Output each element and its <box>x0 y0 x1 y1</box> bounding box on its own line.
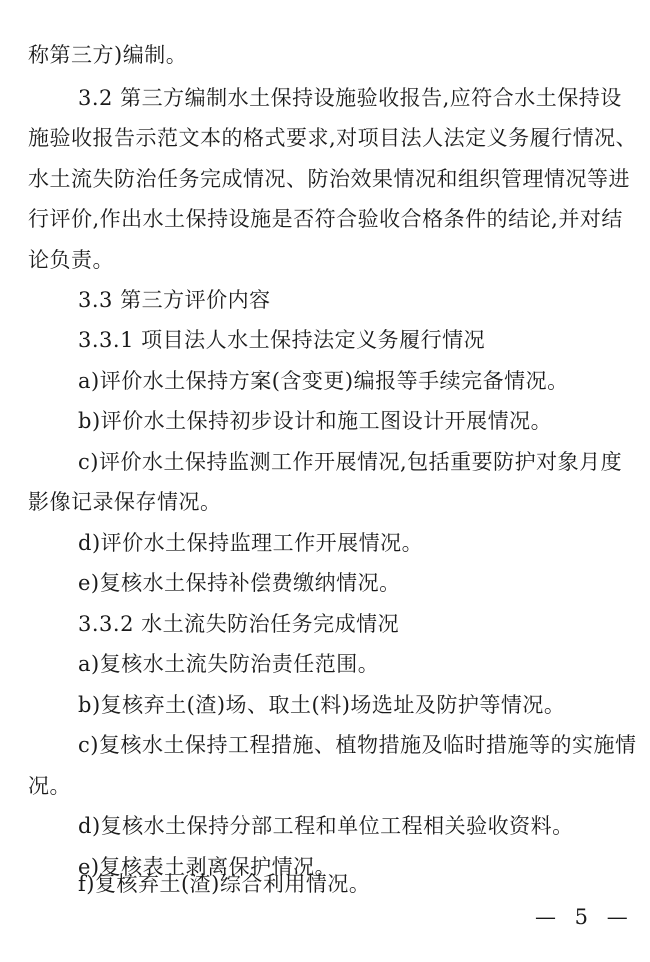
list-item-d: d)复核水土保持分部工程和单位工程相关验收资料。 <box>78 814 574 838</box>
page-number: — 5 — <box>535 905 634 929</box>
list-item-b: b)评价水土保持初步设计和施工图设计开展情况。 <box>78 409 553 433</box>
subsection-heading-3-3-1: 3.3.1 项目法人水土保持法定义务履行情况 <box>78 328 486 352</box>
list-item-f: f)复核弃土(渣)综合利用情况。 <box>78 872 371 896</box>
text-line: 施验收报告示范文本的格式要求,对项目法人法定义务履行情况、 <box>28 126 638 150</box>
list-item-c-continuation: 况。 <box>28 774 71 798</box>
text-line: 水土流失防治任务完成情况、防治效果情况和组织管理情况等进 <box>28 167 630 191</box>
list-item-a: a)评价水土保持方案(含变更)编报等手续完备情况。 <box>78 369 569 393</box>
list-item-b: b)复核弃土(渣)场、取土(料)场选址及防护等情况。 <box>78 693 566 717</box>
list-item-c: c)评价水土保持监测工作开展情况,包括重要防护对象月度 <box>78 450 623 474</box>
text-line-section-3-2: 3.2 第三方编制水土保持设施验收报告,应符合水土保持设 <box>78 86 622 110</box>
subsection-heading-3-3-2: 3.3.2 水土流失防治任务完成情况 <box>78 612 400 636</box>
text-line: 行评价,作出水土保持设施是否符合验收合格条件的结论,并对结 <box>28 207 623 231</box>
list-item-c-continuation: 影像记录保存情况。 <box>28 490 222 514</box>
list-item-e: e)复核表土剥离保护情况。 <box>78 855 337 879</box>
text-line: 论负责。 <box>28 248 114 272</box>
list-item-a: a)复核水土流失防治责任范围。 <box>78 652 380 676</box>
list-item-e: e)复核水土保持补偿费缴纳情况。 <box>78 571 401 595</box>
list-item-d: d)评价水土保持监理工作开展情况。 <box>78 531 424 555</box>
list-item-c: c)复核水土保持工程措施、植物措施及临时措施等的实施情 <box>78 733 637 757</box>
section-heading-3-3: 3.3 第三方评价内容 <box>78 288 271 312</box>
text-line-continuation: 称第三方)编制。 <box>28 43 188 67</box>
